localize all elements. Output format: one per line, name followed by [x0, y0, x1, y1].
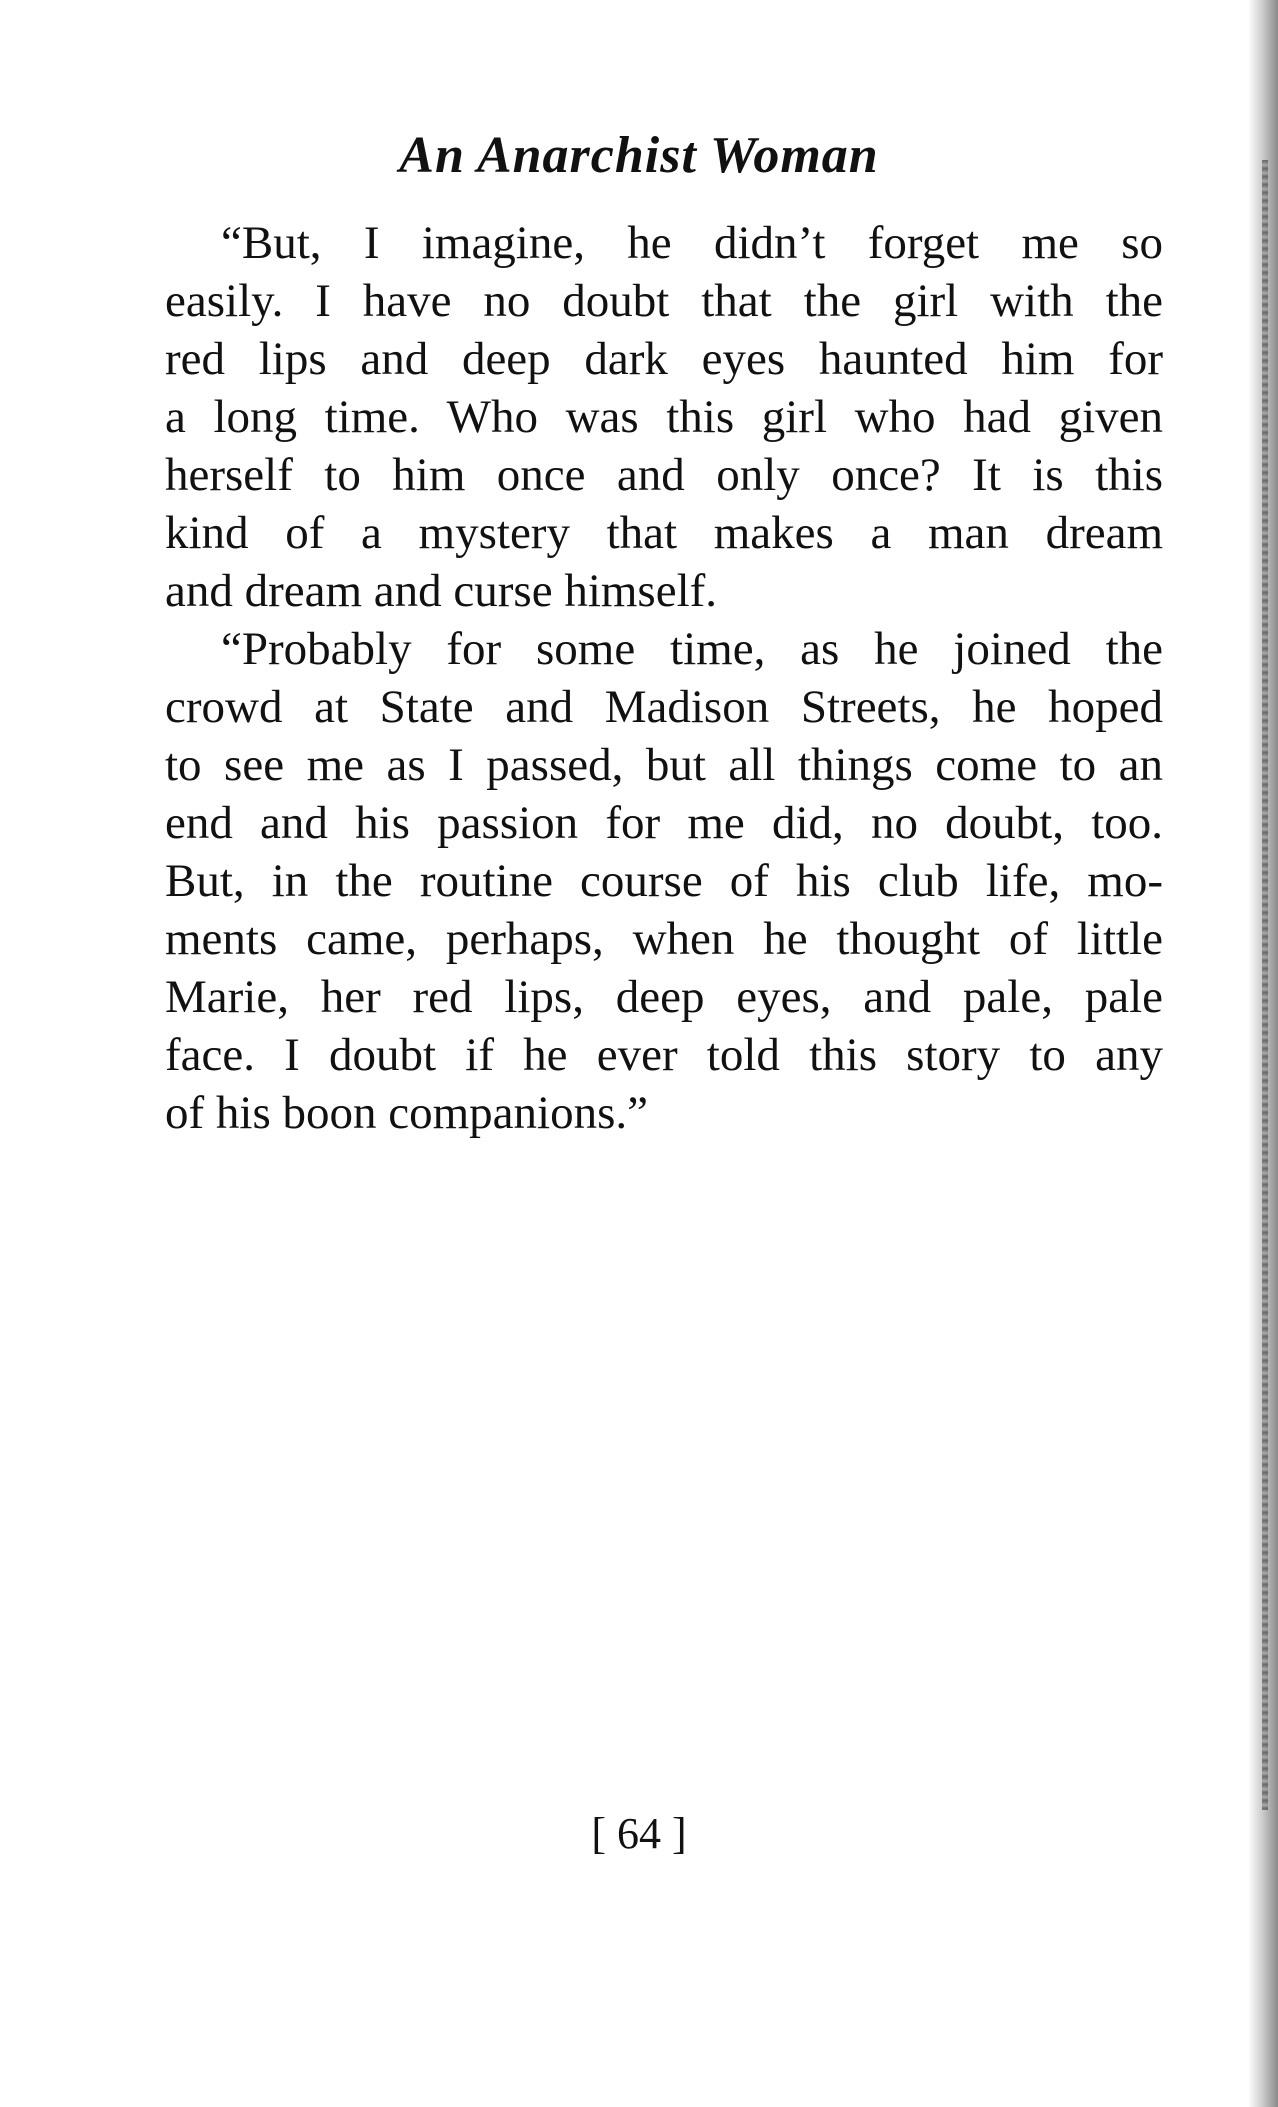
text-line: herself to him once and only once? It is this	[165, 449, 1163, 501]
text-line: end and his passion for me did, no doubt, too.	[165, 797, 1163, 849]
text-line: easily. I have no doubt that the girl with the	[165, 275, 1163, 327]
text-line: kind of a mystery that makes a man dream	[165, 507, 1163, 559]
text-line: and dream and curse himself.	[165, 565, 718, 617]
text-line: to see me as I passed, but all things come to an	[165, 739, 1163, 791]
paragraph-1	[165, 214, 1163, 620]
text-line: Marie, her red lips, deep eyes, and pale, pale	[165, 971, 1163, 1023]
page-edge-shadow	[1248, 0, 1278, 2107]
running-head: An Anarchist Woman	[399, 127, 879, 184]
text-line: But, in the routine course of his club life, mo-	[165, 855, 1163, 907]
text-line: red lips and deep dark eyes haunted him for	[165, 333, 1163, 385]
text-line: ments came, perhaps, when he thought of little	[165, 913, 1163, 965]
text-line: of his boon companions.”	[165, 1087, 648, 1139]
text-line: face. I doubt if he ever told this story to any	[165, 1029, 1163, 1081]
text-line: “But, I imagine, he didn’t forget me so	[221, 217, 1163, 269]
text-line: a long time. Who was this girl who had given	[165, 391, 1163, 443]
text-line: “Probably for some time, as he joined the	[221, 623, 1163, 675]
body-text	[165, 214, 1163, 1142]
page-number: [ 64 ]	[591, 1809, 687, 1858]
text-line: crowd at State and Madison Streets, he hoped	[165, 681, 1163, 733]
paragraph-2	[165, 620, 1163, 1142]
page-edge-texture	[1262, 160, 1268, 1810]
